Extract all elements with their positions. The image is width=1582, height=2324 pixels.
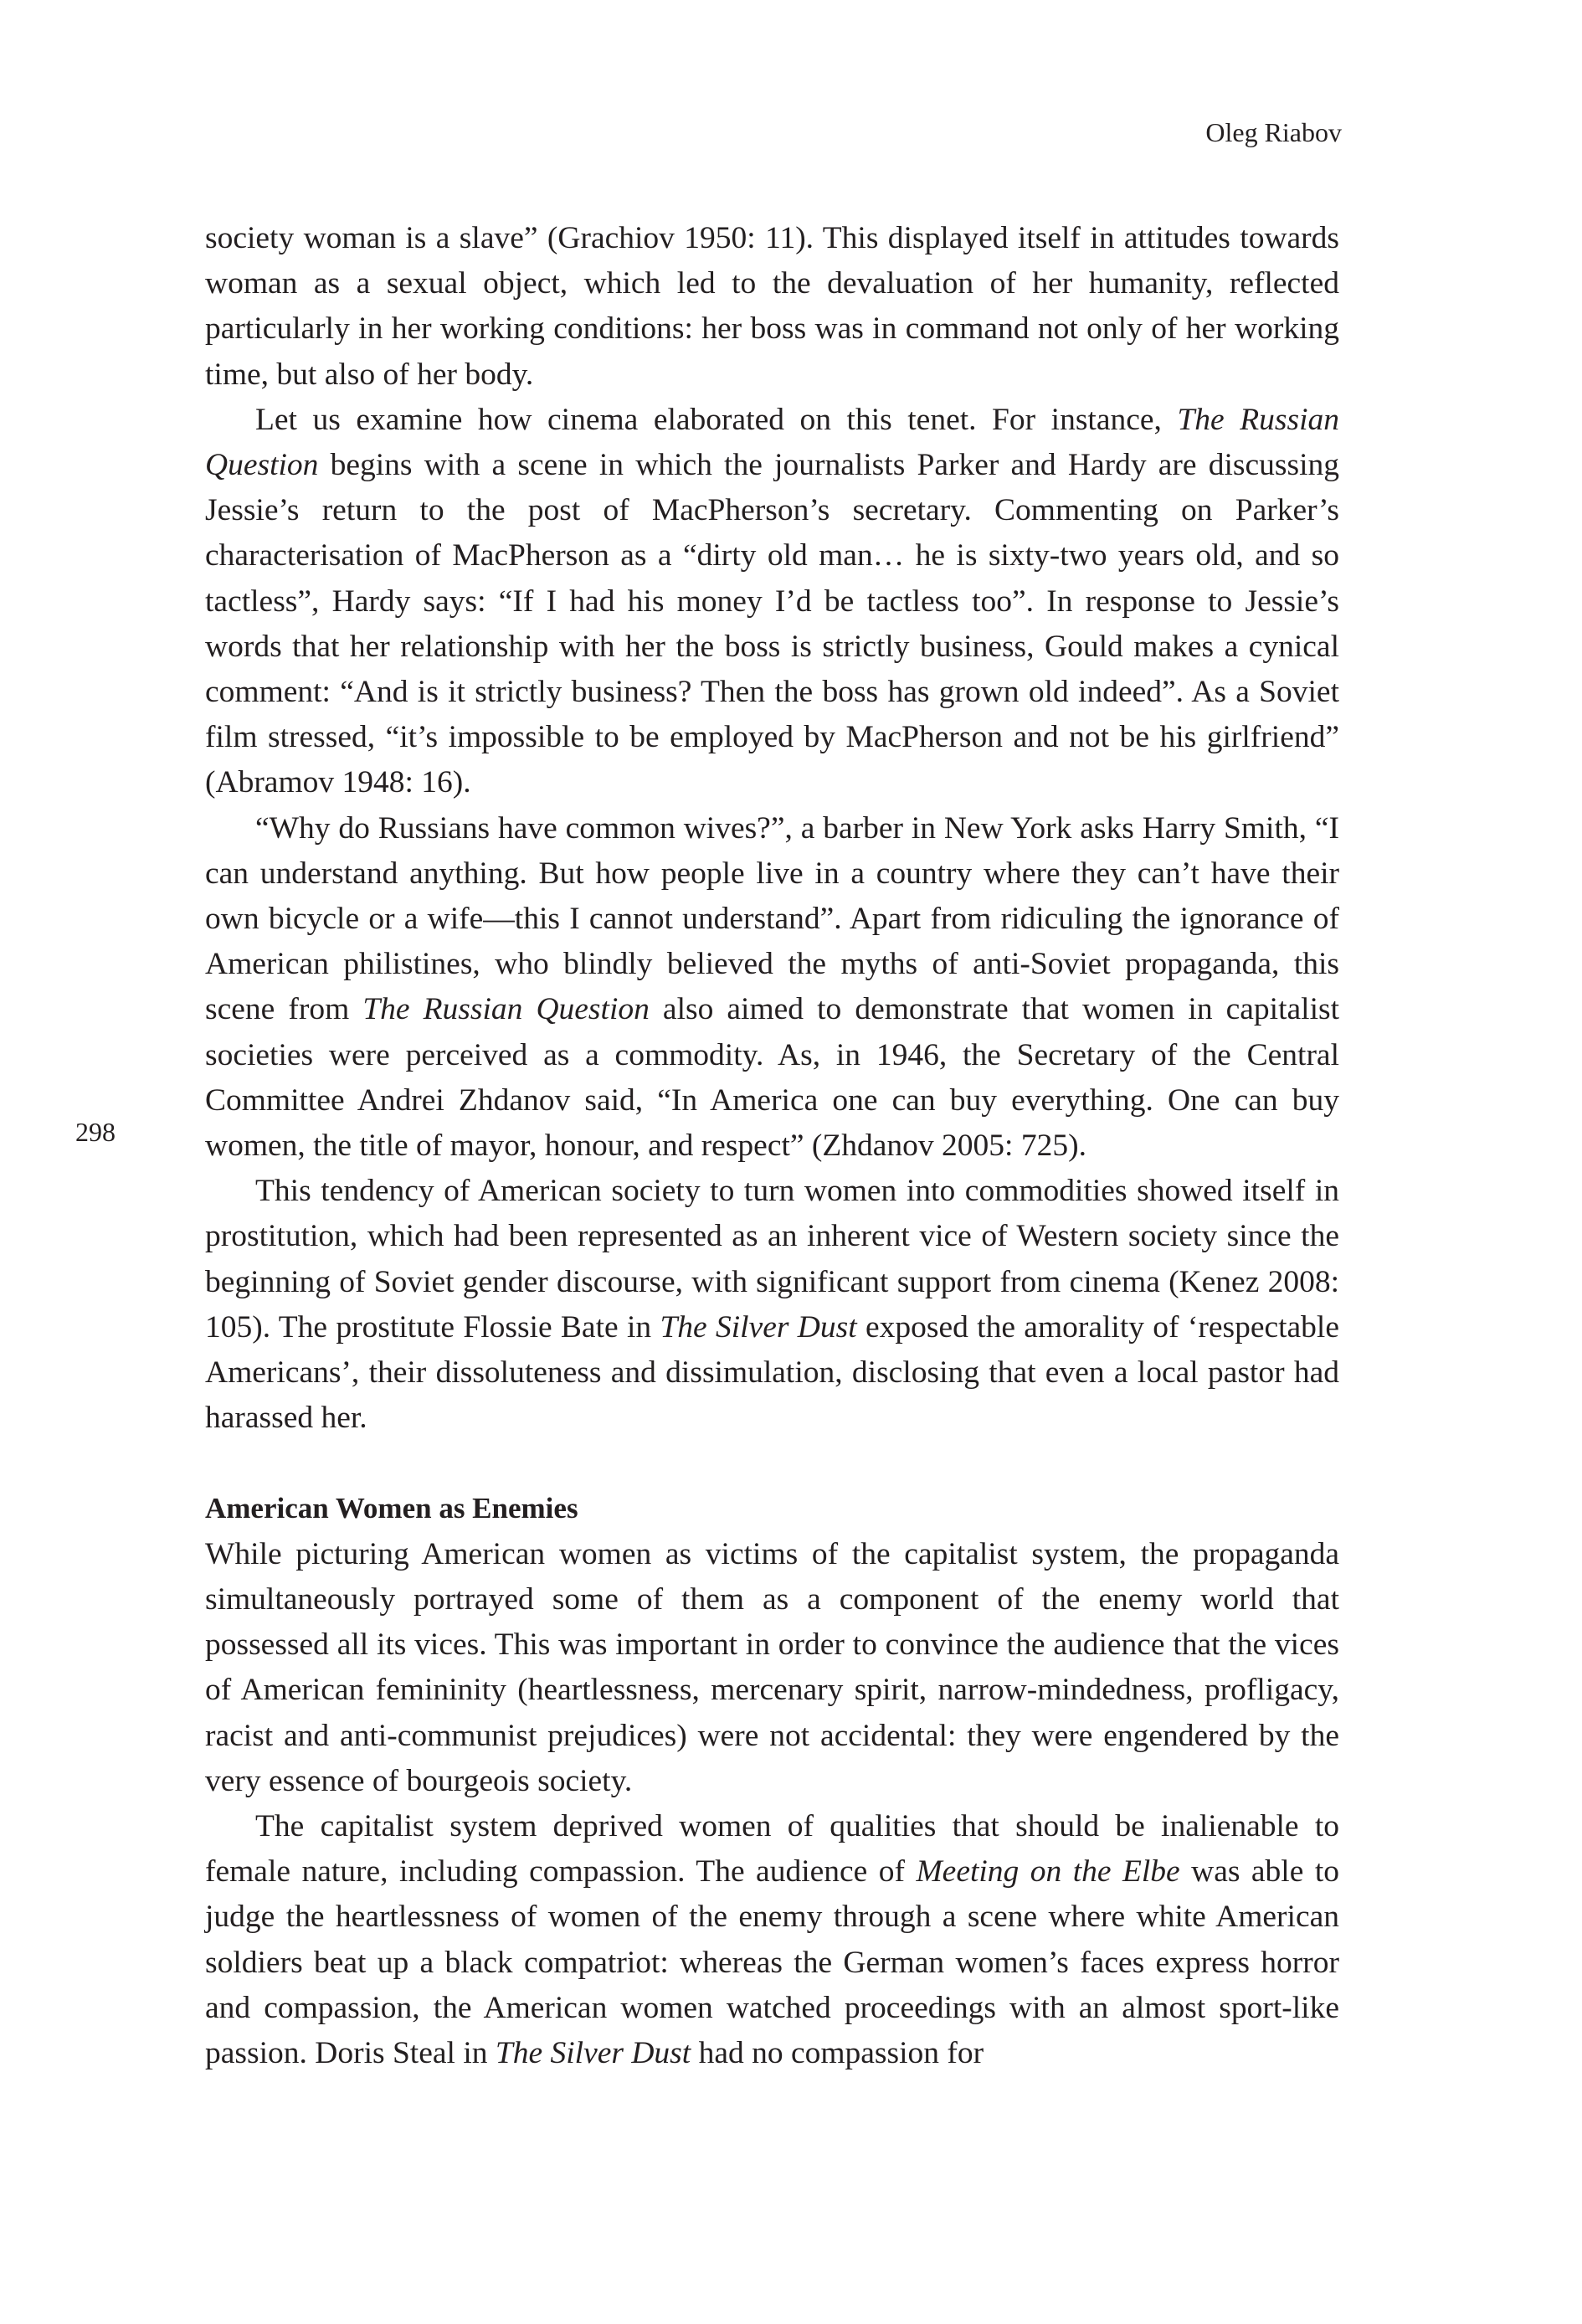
page-number: 298 (75, 1117, 116, 1147)
film-title: Meeting on the Elbe (916, 1854, 1180, 1890)
text-run: was able to judge the heartlessness of women of the enemy through a scene where white American soldiers beat up a black compatriot: whereas the German women’s faces express horror and compassion, the American women watched proceedings with an almost sport-like passion. Doris Steal in (205, 1854, 1339, 2070)
paragraph (205, 1169, 1339, 1441)
paragraph (205, 216, 1339, 398)
section-heading: American Women as Enemies (205, 1492, 578, 1525)
paragraph (205, 1532, 1339, 1804)
text-run: The capitalist system deprived women of qualities that should be inalienable to female nature, including compassion. The audience of (205, 1808, 1339, 1890)
film-title: The Silver Dust (660, 1309, 857, 1345)
text-run: This tendency of American society to turn women into commodities showed itself in prostitution, which had been represented as an inherent vice of Western society since the beginning of Soviet gender discourse, with significant support from cinema (Kenez 2008: 105). The prostitute Flossie Bate in (205, 1174, 1339, 1345)
body-text (205, 216, 1339, 2076)
text-run: “Why do Russians have common wives?”, a barber in New York asks Harry Smith, “I can understand anything. But how people live in a country where they can’t have their own bicycle or a wife—this I cannot understand”. Apart from ridiculing the ignorance of American philistines, who blindly believed the myths of anti-Soviet propaganda, this scene from (205, 810, 1339, 1027)
text-run: begins with a scene in which the journalists Parker and Hardy are discussing Jessie’s return to the post of MacPherson’s secretary. Commenting on Parker’s characterisation of MacPherson as a “dirty old man… he is sixty-two years old, and so tactless”, Hardy says: “If I had his money I’d be tactless too”. In response to Jessie’s words that her relationship with her the boss is strictly business, Gould makes a cynical comment: “And is it strictly business? Then the boss has grown old indeed”. As a Soviet film stressed, “it’s impossible to be employed by MacPherson and not be his girlfriend” (Abramov 1948: 16). (205, 448, 1339, 800)
text-run: had no compassion for (691, 2035, 984, 2070)
film-title: The Silver Dust (495, 2035, 691, 2070)
text-run: While picturing American women as victims of the capitalist system, the propaganda simultaneously portrayed some of them as a component of the enemy world that possessed all its vices. This was important in order to convince the audience that the vices of American femininity (heartlessness, mercenary spirit, narrow-mindedness, profligacy, racist and anti-communist prejudices) were not accidental: they were engendered by the very essence of bourgeois society. (205, 1536, 1339, 1798)
text-run: exposed the amorality of ‘respectable Americans’, their dissoluteness and dissimulation, disclosing that even a local pastor had harassed her. (205, 1309, 1339, 1436)
film-title: The Russian Question (362, 992, 650, 1027)
film-title: The Russian Question (205, 402, 1339, 483)
running-head: Oleg Riabov (1205, 117, 1342, 147)
paragraph (205, 398, 1339, 806)
paragraph (205, 806, 1339, 1170)
text-run: also aimed to demonstrate that women in capitalist societies were perceived as a commodity. As, in 1946, the Secretary of the Central Committee Andrei Zhdanov said, “In America one can buy everything. One can buy women, the title of mayor, honour, and respect” (Zhdanov 2005: 725). (205, 992, 1340, 1164)
text-run: society woman is a slave” (Grachiov 1950: 11). This displayed itself in attitudes towards woman as a sexual object, which led to the devaluation of her humanity, reflected particularly in her working conditions: her boss was in command not only of her working time, but also of her body. (205, 221, 1339, 392)
paragraph (205, 1804, 1339, 2076)
text-run: Let us examine how cinema elaborated on this tenet. For instance, (255, 402, 1178, 437)
